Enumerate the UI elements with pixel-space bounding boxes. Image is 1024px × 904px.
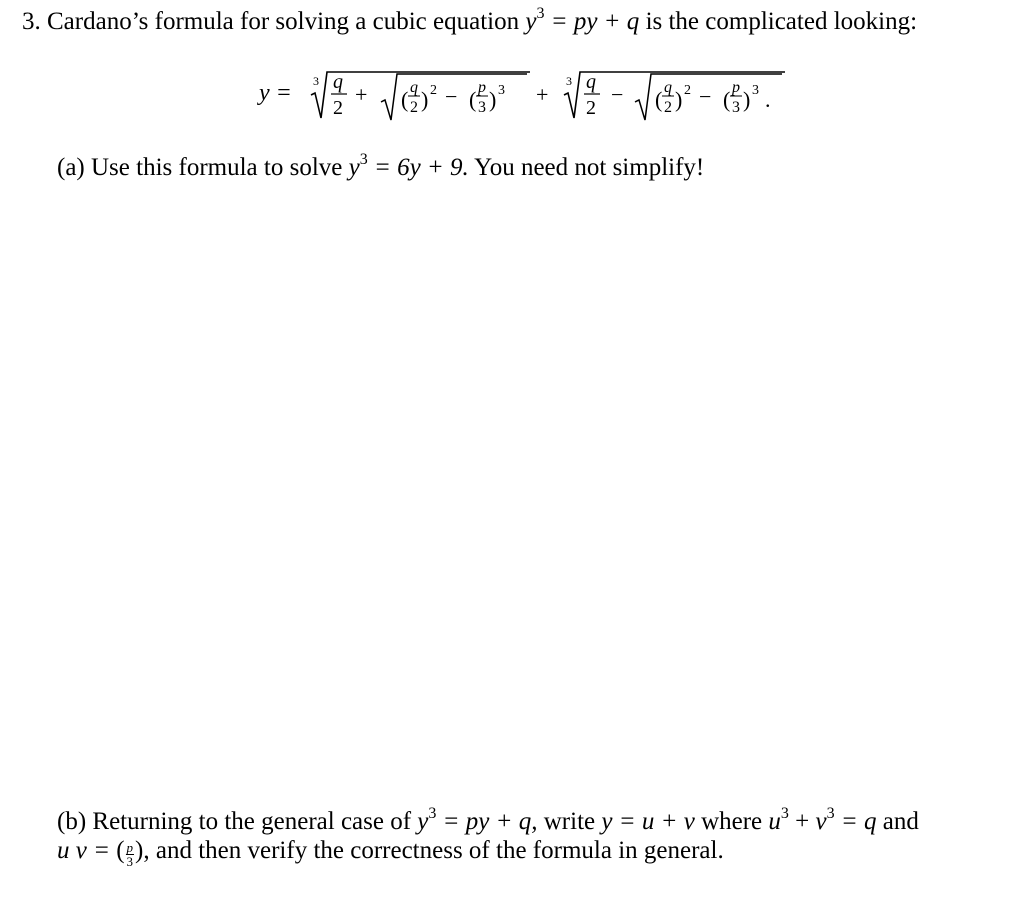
intro-eq-exp: 3 <box>536 5 545 22</box>
part-a-label: (a) <box>57 154 85 181</box>
problem-statement <box>22 6 917 34</box>
part-b-paren-close: ) <box>135 837 144 864</box>
inner2-q: q <box>664 79 672 96</box>
intro-eq-var: y <box>525 8 537 35</box>
inner2-two: 2 <box>664 99 672 116</box>
part-a-eq-rhs: = 6y + 9. <box>373 154 469 181</box>
inner2-minus: − <box>699 84 712 109</box>
part-b-u-exp: 3 <box>780 805 789 822</box>
part-b-eq-var: y <box>417 808 429 835</box>
inner1-exp3: 3 <box>498 83 505 98</box>
part-a <box>57 152 704 180</box>
inner1-paren-close-b: ) <box>489 87 497 112</box>
root1-frac-num: q <box>333 71 343 93</box>
part-b-tail: , and then verify the correctness of the formula in general. <box>143 837 724 864</box>
inner1-exp2: 2 <box>430 83 437 98</box>
part-b-plus: + <box>795 808 810 835</box>
part-b-uv: u v = <box>57 837 110 864</box>
inner2-paren-open-b: ( <box>723 87 731 112</box>
part-b-frac-num: p <box>126 840 134 855</box>
part-b-u: u <box>768 808 781 835</box>
inner1-three: 3 <box>478 99 486 116</box>
part-b-line1 <box>57 806 919 834</box>
inner1-q: q <box>410 79 418 96</box>
part-b-text: Returning to the general case of <box>92 808 412 835</box>
inner1-minus: − <box>445 84 458 109</box>
inner2-paren-close: ) <box>675 87 683 112</box>
part-b-eq-rhs: = py + q, <box>442 808 538 835</box>
part-b-frac-den: 3 <box>126 854 134 869</box>
formula-lhs: y = <box>259 80 292 106</box>
inner1-p: p <box>478 79 486 96</box>
part-b-write: write <box>543 808 596 835</box>
inner2-p: p <box>732 79 740 96</box>
inner2-three: 3 <box>732 99 740 116</box>
formula-period: . <box>765 87 771 112</box>
part-b-eq-q: = q <box>840 808 877 835</box>
part-a-eq-var: y <box>348 154 360 181</box>
part-a-text: Use this formula to solve <box>91 154 343 181</box>
part-b-eq-exp: 3 <box>428 805 437 822</box>
part-b-and: and <box>882 808 919 835</box>
inner2-paren-close-b: ) <box>743 87 751 112</box>
root2-minus: − <box>611 82 624 107</box>
inner2-exp3: 3 <box>752 83 759 98</box>
intro-tail: is the complicated looking: <box>645 8 918 35</box>
part-a-tail: You need not simplify! <box>474 154 705 181</box>
inner2-exp2: 2 <box>684 83 691 98</box>
root1-frac-den: 2 <box>333 97 343 119</box>
part-b-paren-open: ( <box>116 837 125 864</box>
part-b-where: where <box>701 808 763 835</box>
part-b-substitution: y = u + v <box>601 808 695 835</box>
root2-index: 3 <box>566 74 572 88</box>
intro-eq-rhs: = py + q <box>550 8 640 35</box>
part-b-fraction <box>126 841 135 868</box>
cardano-formula <box>255 52 815 132</box>
part-b-label: (b) <box>57 808 87 835</box>
inner2-paren-open: ( <box>655 87 663 112</box>
formula-middle-plus: + <box>536 82 549 107</box>
problem-number: 3. <box>22 8 41 35</box>
part-b-v-exp: 3 <box>826 805 835 822</box>
part-a-eq-exp: 3 <box>359 151 368 168</box>
root2-frac-den: 2 <box>586 97 596 119</box>
root1-plus: + <box>355 82 368 107</box>
inner1-paren-close: ) <box>421 87 429 112</box>
part-b-line2 <box>57 838 724 868</box>
root2-frac-num: q <box>586 71 596 93</box>
inner1-paren-open-b: ( <box>469 87 477 112</box>
inner1-two: 2 <box>410 99 418 116</box>
root1-index: 3 <box>313 74 319 88</box>
problem-intro-text: Cardano’s formula for solving a cubic equation <box>47 8 520 35</box>
inner1-paren-open: ( <box>401 87 409 112</box>
part-b-v: v <box>815 808 827 835</box>
